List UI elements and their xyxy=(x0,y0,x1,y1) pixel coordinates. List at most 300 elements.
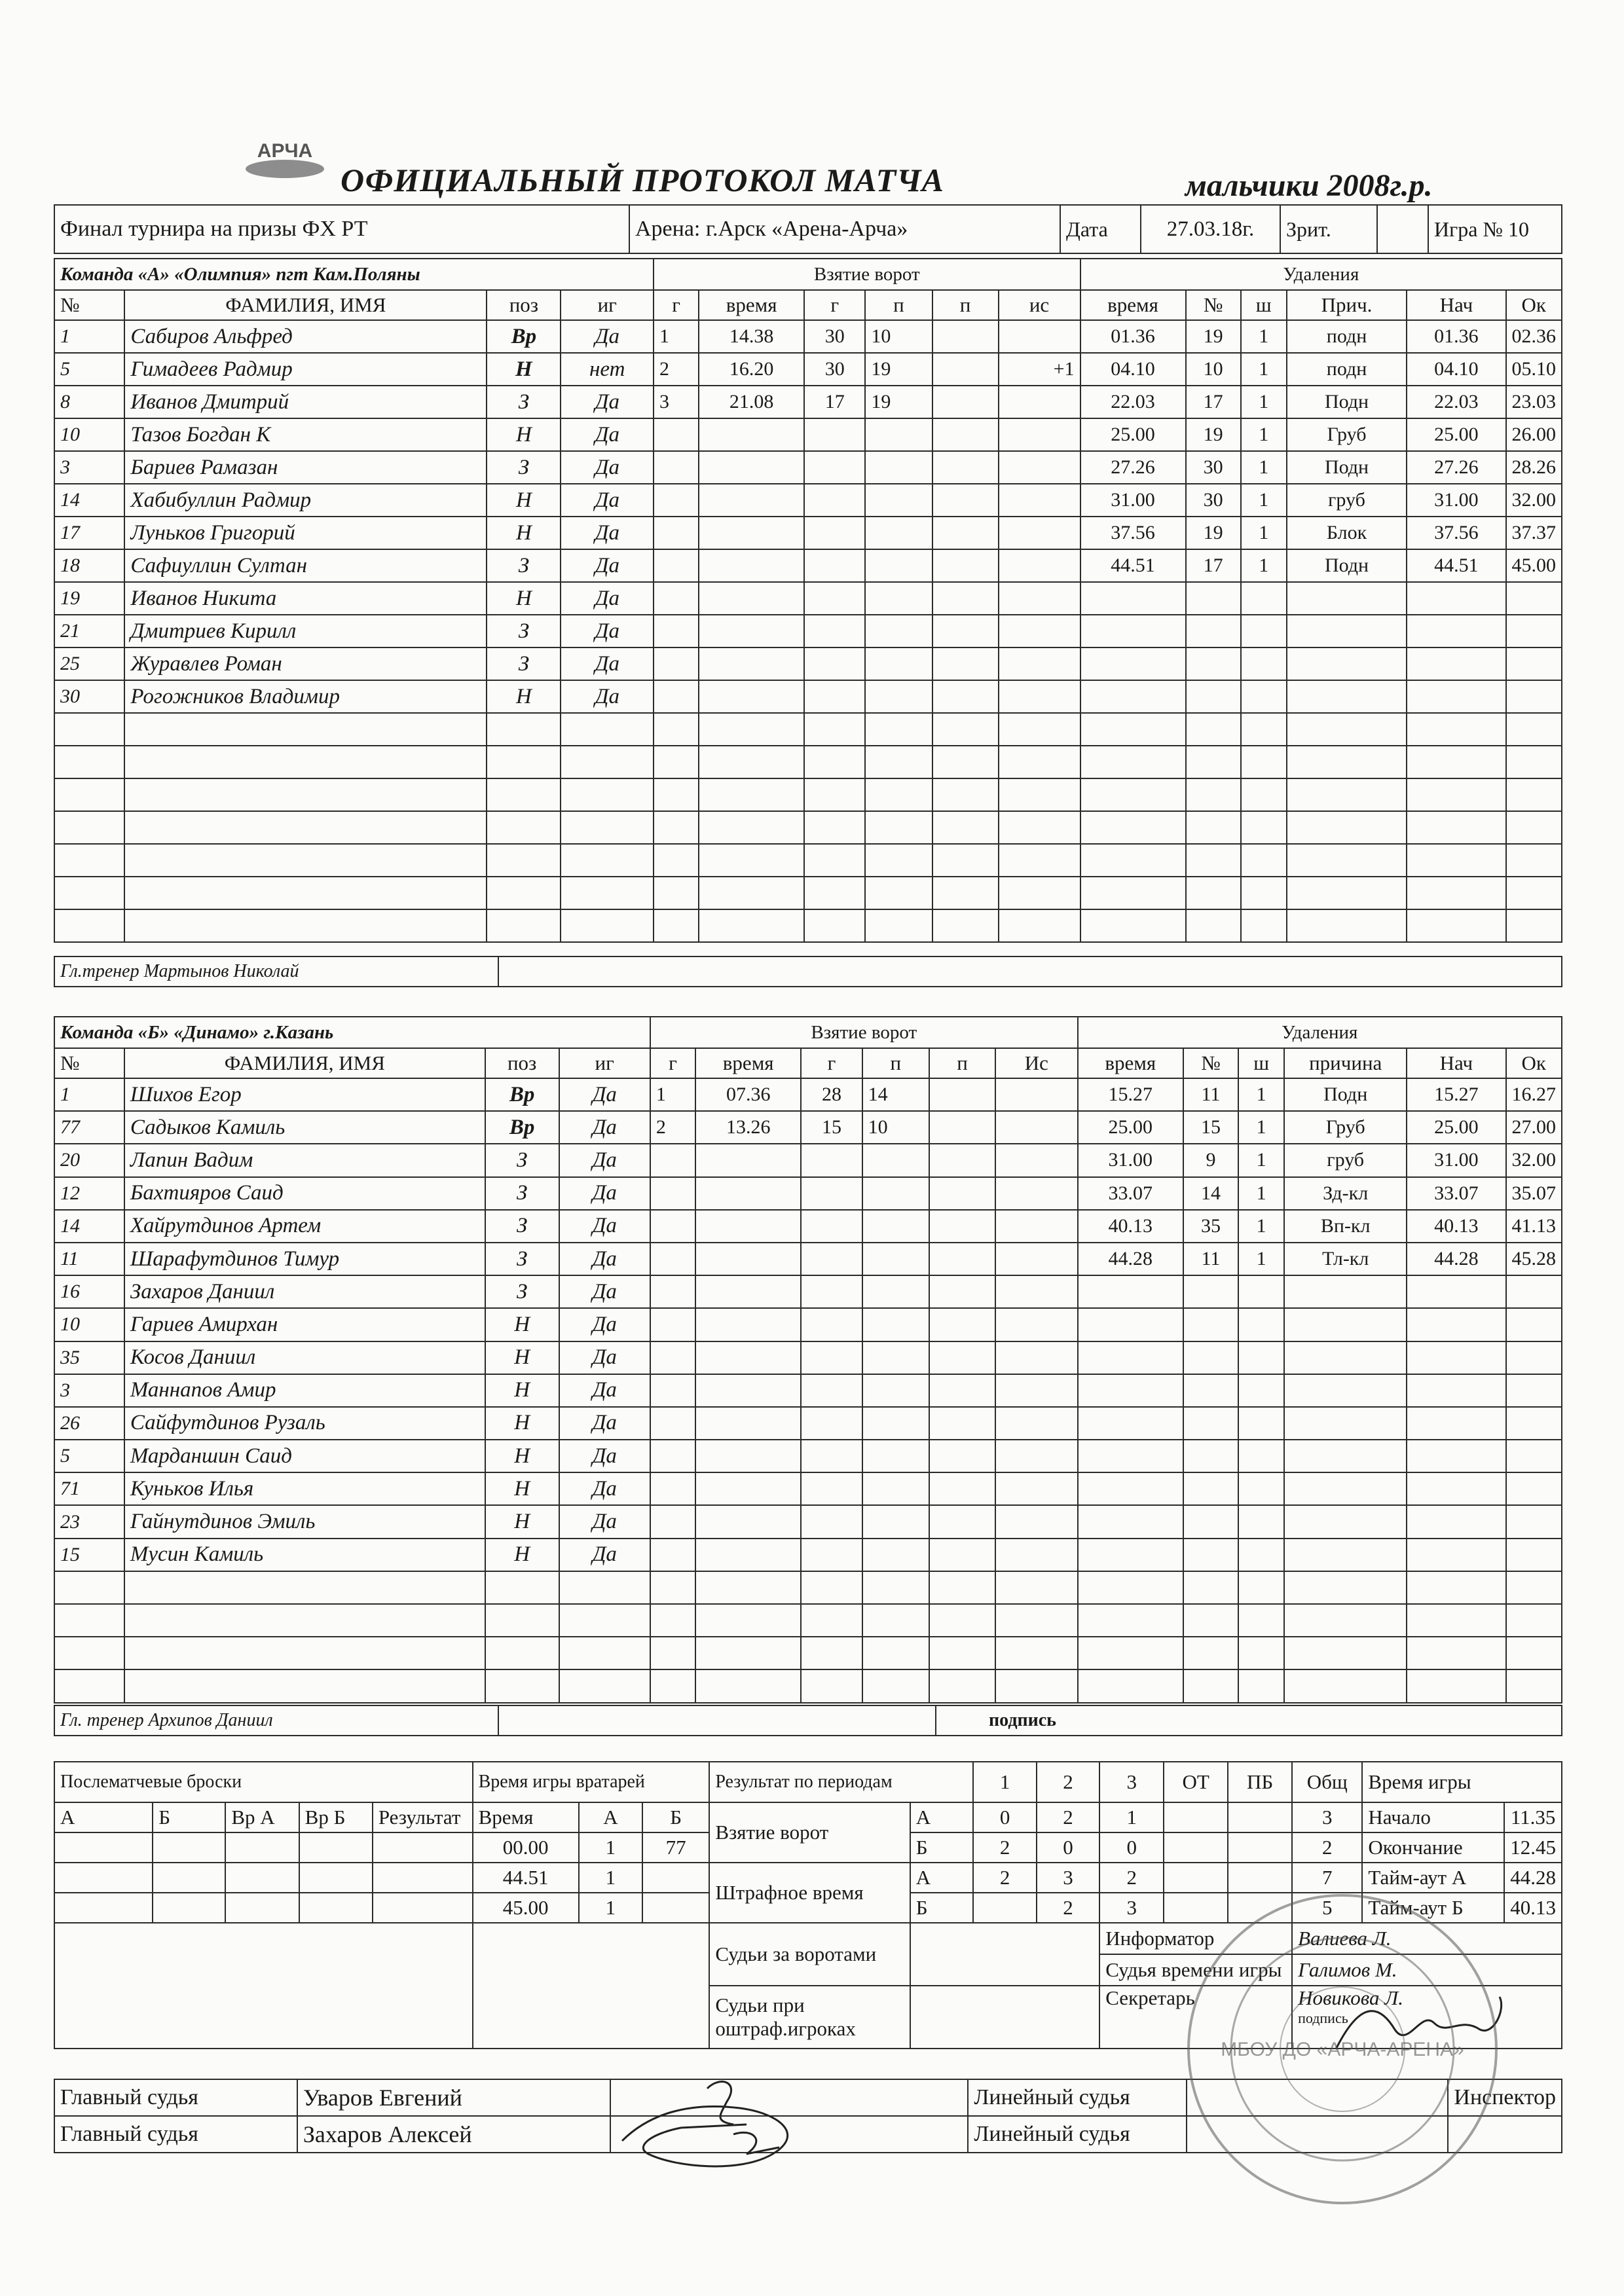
goal-scorer: 30 xyxy=(804,353,865,386)
penalty-minutes: 1 xyxy=(1241,451,1287,484)
goal-assist-2 xyxy=(932,451,999,484)
penalty-end xyxy=(1506,1669,1562,1702)
col-played: иг xyxy=(559,1048,650,1078)
player-played xyxy=(561,909,654,942)
player-row xyxy=(54,1407,1562,1440)
goal-situation xyxy=(995,1407,1078,1440)
goal-situation xyxy=(999,418,1080,451)
player-row xyxy=(54,517,1562,549)
player-played: Да xyxy=(559,1374,650,1407)
penalty-minutes xyxy=(1238,1407,1284,1440)
player-name: Тазов Богдан К xyxy=(124,418,487,451)
goal-index xyxy=(650,1308,695,1341)
penalty-time xyxy=(1080,877,1186,909)
penalty-player xyxy=(1183,1275,1238,1308)
goal-scorer xyxy=(801,1604,862,1637)
penalty-time: 15.27 xyxy=(1078,1078,1183,1111)
goal-scorer xyxy=(804,517,865,549)
goals-a-pb xyxy=(1228,1802,1292,1832)
penalty-reason: Подн xyxy=(1287,451,1407,484)
player-played xyxy=(561,844,654,877)
penalty-minutes: 1 xyxy=(1241,386,1287,418)
penalty-reason: Подн xyxy=(1284,1078,1407,1111)
penalty-start xyxy=(1407,1275,1505,1308)
player-name xyxy=(124,713,487,746)
goal-assist-1: 10 xyxy=(862,1111,929,1144)
pen-b-team: Б xyxy=(910,1893,974,1923)
penalty-start: 37.56 xyxy=(1407,517,1505,549)
player-position xyxy=(487,844,561,877)
player-row xyxy=(54,353,1562,386)
penalty-end xyxy=(1506,778,1562,811)
goals-b-ot xyxy=(1164,1832,1228,1863)
goal-situation xyxy=(999,713,1080,746)
player-name xyxy=(124,1669,485,1702)
referee-signature xyxy=(609,2062,858,2187)
player-position: З xyxy=(487,549,561,582)
penalty-time xyxy=(1080,844,1186,877)
col-scorer: г xyxy=(804,290,865,320)
player-row xyxy=(54,1308,1562,1341)
start-value: 11.35 xyxy=(1504,1802,1562,1832)
col-time: время xyxy=(695,1048,801,1078)
col-situation: Ис xyxy=(995,1048,1078,1078)
penalty-player xyxy=(1186,811,1241,844)
penalty-reason xyxy=(1287,811,1407,844)
penalty-start: 44.28 xyxy=(1407,1243,1505,1275)
goal-assist-2 xyxy=(929,1505,995,1538)
goal-assist-2 xyxy=(932,778,999,811)
penalty-end: 37.37 xyxy=(1506,517,1562,549)
goal-assist-1 xyxy=(865,680,932,713)
penalty-start: 22.03 xyxy=(1407,386,1505,418)
penalty-reason xyxy=(1287,909,1407,942)
shootout-col-b: Б xyxy=(153,1802,225,1832)
goal-scorer xyxy=(804,844,865,877)
goal-index xyxy=(654,844,699,877)
shootout-col-gk-a: Вр А xyxy=(225,1802,299,1832)
player-played: Да xyxy=(561,418,654,451)
gk-row-time: 44.51 xyxy=(473,1863,579,1893)
team-b-signature-label: подпись xyxy=(936,1705,1562,1736)
main-referee-2-name: Захаров Алексей xyxy=(297,2116,610,2153)
player-number: 17 xyxy=(54,517,124,549)
goal-time xyxy=(695,1604,801,1637)
col-num: № xyxy=(54,1048,124,1078)
penalty-reason xyxy=(1287,615,1407,647)
penalty-start: 27.26 xyxy=(1407,451,1505,484)
penalty-start xyxy=(1407,1407,1505,1440)
goal-time xyxy=(699,484,804,517)
col-pen-num: № xyxy=(1186,290,1241,320)
goal-assist-1 xyxy=(862,1505,929,1538)
player-row xyxy=(54,1177,1562,1210)
penalty-time: 25.00 xyxy=(1078,1111,1183,1144)
timeout-b-label: Тайм-аут Б xyxy=(1362,1893,1504,1923)
player-name xyxy=(124,1571,485,1604)
team-a-coach: Гл.тренер Мартынов Николай xyxy=(54,957,498,987)
goal-time xyxy=(699,909,804,942)
goals-b-total: 2 xyxy=(1292,1832,1362,1863)
player-number: 15 xyxy=(54,1539,124,1571)
player-position: Н xyxy=(487,484,561,517)
pen-a-p1: 2 xyxy=(973,1863,1036,1893)
goal-situation xyxy=(999,615,1080,647)
team-b-coach-blank xyxy=(498,1705,936,1736)
gk-row-b: 77 xyxy=(642,1832,709,1863)
player-position xyxy=(485,1669,559,1702)
goal-assist-1 xyxy=(865,582,932,615)
player-number: 3 xyxy=(54,1374,124,1407)
player-name: Иванов Дмитрий xyxy=(124,386,487,418)
penalty-minutes: 1 xyxy=(1238,1144,1284,1176)
timeout-a-label: Тайм-аут А xyxy=(1362,1863,1504,1893)
goal-scorer xyxy=(804,615,865,647)
player-name: Шихов Егор xyxy=(124,1078,485,1111)
player-position: Н xyxy=(487,517,561,549)
penalty-minutes xyxy=(1241,877,1287,909)
goal-assist-1 xyxy=(865,517,932,549)
penalty-end xyxy=(1506,1440,1562,1472)
penalty-start: 33.07 xyxy=(1407,1177,1505,1210)
penalty-start xyxy=(1407,1637,1505,1669)
goal-scorer: 30 xyxy=(804,320,865,353)
penalty-start xyxy=(1407,746,1505,778)
player-row xyxy=(54,1374,1562,1407)
player-name: Хайрутдинов Артем xyxy=(124,1210,485,1243)
col-pen-start: Нач xyxy=(1407,1048,1505,1078)
team-b-penalties-header: Удаления xyxy=(1078,1017,1562,1048)
goals-b-p1: 2 xyxy=(973,1832,1036,1863)
player-number xyxy=(54,909,124,942)
penalty-time xyxy=(1080,713,1186,746)
period-result-label: Результат по периодам xyxy=(709,1762,973,1802)
penalty-minutes xyxy=(1238,1308,1284,1341)
total-label: Общ xyxy=(1292,1762,1362,1802)
goal-index xyxy=(654,418,699,451)
goal-index xyxy=(654,746,699,778)
player-number: 3 xyxy=(54,451,124,484)
goal-time: 14.38 xyxy=(699,320,804,353)
goal-scorer xyxy=(804,680,865,713)
penalty-reason xyxy=(1284,1604,1407,1637)
col-pen-end: Ок xyxy=(1506,290,1562,320)
penalty-end: 23.03 xyxy=(1506,386,1562,418)
goal-scorer xyxy=(804,909,865,942)
player-number xyxy=(54,844,124,877)
game-time-label: Время игры xyxy=(1362,1762,1562,1802)
player-number: 8 xyxy=(54,386,124,418)
player-position: Н xyxy=(485,1505,559,1538)
penalty-player: 19 xyxy=(1186,320,1241,353)
player-position xyxy=(487,746,561,778)
penalty-time: 44.28 xyxy=(1078,1243,1183,1275)
goal-scorer xyxy=(801,1505,862,1538)
player-position: Н xyxy=(485,1308,559,1341)
player-number: 10 xyxy=(54,418,124,451)
penalty-time: 04.10 xyxy=(1080,353,1186,386)
goal-assist-1 xyxy=(862,1243,929,1275)
game-number: Игра № 10 xyxy=(1428,205,1562,253)
player-position: Н xyxy=(485,1440,559,1472)
penalty-time: 25.00 xyxy=(1080,418,1186,451)
penalty-start xyxy=(1407,1539,1505,1571)
team-b-coach: Гл. тренер Архипов Даниил xyxy=(54,1705,498,1736)
secretary-value: Новикова Л. xyxy=(1298,1986,1403,2009)
penalty-minutes xyxy=(1238,1669,1284,1702)
goal-assist-2 xyxy=(929,1374,995,1407)
goal-situation: +1 xyxy=(999,353,1080,386)
penalty-end xyxy=(1506,680,1562,713)
goal-assist-2 xyxy=(929,1669,995,1702)
start-label: Начало xyxy=(1362,1802,1504,1832)
goal-time xyxy=(695,1637,801,1669)
goal-assist-2 xyxy=(929,1472,995,1505)
penalty-minutes xyxy=(1241,680,1287,713)
penalty-player xyxy=(1183,1472,1238,1505)
penalty-player xyxy=(1186,713,1241,746)
goal-situation xyxy=(999,451,1080,484)
player-name: Шарафутдинов Тимур xyxy=(124,1243,485,1275)
penalty-end: 32.00 xyxy=(1506,1144,1562,1176)
goal-assist-2 xyxy=(932,484,999,517)
goals-b-p3: 0 xyxy=(1099,1832,1164,1863)
player-number xyxy=(54,713,124,746)
player-row xyxy=(54,713,1562,746)
goal-situation xyxy=(995,1144,1078,1176)
goal-time xyxy=(695,1539,801,1571)
goal-assist-1 xyxy=(865,484,932,517)
goals-b-p2: 0 xyxy=(1037,1832,1099,1863)
penalty-player: 35 xyxy=(1183,1210,1238,1243)
goal-time xyxy=(699,844,804,877)
penalty-minutes xyxy=(1241,811,1287,844)
penalty-time xyxy=(1078,1374,1183,1407)
goal-assist-2 xyxy=(932,647,999,680)
goal-scorer xyxy=(801,1341,862,1374)
team-b-coach-row xyxy=(54,1705,1562,1736)
player-played: Да xyxy=(561,386,654,418)
goals-row-label: Взятие ворот xyxy=(709,1802,910,1863)
goal-assist-1: 10 xyxy=(865,320,932,353)
gk-row-time: 45.00 xyxy=(473,1893,579,1923)
penalty-minutes xyxy=(1238,1341,1284,1374)
penalty-start: 25.00 xyxy=(1407,1111,1505,1144)
goal-assist-2 xyxy=(929,1078,995,1111)
goal-situation xyxy=(999,582,1080,615)
penalty-reason xyxy=(1284,1505,1407,1538)
goal-assist-2 xyxy=(932,386,999,418)
end-label: Окончание xyxy=(1362,1832,1504,1863)
penalty-time xyxy=(1078,1407,1183,1440)
penalty-reason: груб xyxy=(1284,1144,1407,1176)
goal-assist-2 xyxy=(932,909,999,942)
player-row xyxy=(54,811,1562,844)
penalty-minutes: 1 xyxy=(1238,1210,1284,1243)
period-2-label: 2 xyxy=(1037,1762,1099,1802)
age-category: мальчики 2008г.р. xyxy=(1185,168,1433,203)
goal-scorer xyxy=(801,1669,862,1702)
penalty-start xyxy=(1407,647,1505,680)
goal-time xyxy=(699,778,804,811)
gk-col-a: А xyxy=(579,1802,642,1832)
player-row xyxy=(54,1341,1562,1374)
goal-index xyxy=(650,1669,695,1702)
goal-assist-1 xyxy=(862,1210,929,1243)
penalty-minutes: 1 xyxy=(1238,1243,1284,1275)
penalty-start xyxy=(1407,1472,1505,1505)
goal-situation xyxy=(995,1308,1078,1341)
arena-logo xyxy=(242,137,327,183)
penalty-end: 45.28 xyxy=(1506,1243,1562,1275)
goal-time xyxy=(699,615,804,647)
player-name: Хабибуллин Радмир xyxy=(124,484,487,517)
timeout-a-value: 44.28 xyxy=(1504,1863,1562,1893)
goal-situation xyxy=(999,909,1080,942)
goal-assist-2 xyxy=(932,811,999,844)
col-scorer: г xyxy=(801,1048,862,1078)
spectators-label: Зрит. xyxy=(1280,205,1377,253)
goal-situation xyxy=(999,877,1080,909)
penalty-minutes xyxy=(1238,1275,1284,1308)
goal-assist-1 xyxy=(862,1637,929,1669)
player-row xyxy=(54,844,1562,877)
col-assist2: п xyxy=(932,290,999,320)
player-position: Н xyxy=(485,1539,559,1571)
penalty-reason: Вп-кл xyxy=(1284,1210,1407,1243)
team-b-goals-header: Взятие ворот xyxy=(650,1017,1078,1048)
pen-a-team: А xyxy=(910,1863,974,1893)
penalty-reason: Груб xyxy=(1284,1111,1407,1144)
player-row xyxy=(54,451,1562,484)
goal-assist-1 xyxy=(865,746,932,778)
player-played: Да xyxy=(559,1440,650,1472)
penalty-player xyxy=(1183,1374,1238,1407)
penalty-time: 22.03 xyxy=(1080,386,1186,418)
penalty-end xyxy=(1506,844,1562,877)
goal-assist-2 xyxy=(929,1308,995,1341)
penalty-start xyxy=(1407,909,1505,942)
goal-scorer xyxy=(801,1472,862,1505)
goal-assist-2 xyxy=(932,418,999,451)
goal-index xyxy=(650,1275,695,1308)
team-a-penalties-header: Удаления xyxy=(1080,259,1562,290)
goal-assist-1 xyxy=(862,1407,929,1440)
player-played xyxy=(561,877,654,909)
goal-index xyxy=(650,1637,695,1669)
penalty-start xyxy=(1407,811,1505,844)
goal-scorer xyxy=(801,1539,862,1571)
penalty-end: 27.00 xyxy=(1506,1111,1562,1144)
goal-assist-1 xyxy=(862,1341,929,1374)
penalty-start xyxy=(1407,615,1505,647)
goal-assist-2 xyxy=(932,746,999,778)
goal-time xyxy=(699,680,804,713)
goal-assist-1 xyxy=(862,1374,929,1407)
inspector-label: Инспектор xyxy=(1448,2079,1562,2116)
player-position: З xyxy=(485,1210,559,1243)
penalty-reason: подн xyxy=(1287,353,1407,386)
player-number: 12 xyxy=(54,1177,124,1210)
goal-index xyxy=(654,484,699,517)
penalty-player: 15 xyxy=(1183,1111,1238,1144)
goal-time xyxy=(695,1275,801,1308)
player-name: Захаров Даниил xyxy=(124,1275,485,1308)
penalty-player: 19 xyxy=(1186,418,1241,451)
team-a-table xyxy=(54,258,1562,943)
penalty-minutes xyxy=(1238,1472,1284,1505)
team-a-column-headers xyxy=(54,290,1562,320)
goal-index xyxy=(650,1440,695,1472)
player-position: З xyxy=(487,647,561,680)
penalty-reason xyxy=(1284,1275,1407,1308)
penalty-start: 31.00 xyxy=(1407,484,1505,517)
goal-situation xyxy=(995,1177,1078,1210)
player-position: З xyxy=(485,1243,559,1275)
goal-index: 2 xyxy=(654,353,699,386)
goal-situation xyxy=(995,1669,1078,1702)
goal-assist-1 xyxy=(865,713,932,746)
player-played: Да xyxy=(561,582,654,615)
goal-assist-1 xyxy=(862,1669,929,1702)
col-pen-reason: Прич. xyxy=(1287,290,1407,320)
goal-assist-2 xyxy=(929,1571,995,1604)
penalty-time: 01.36 xyxy=(1080,320,1186,353)
goal-situation xyxy=(999,844,1080,877)
gk-row-a: 1 xyxy=(579,1893,642,1923)
col-goal: г xyxy=(654,290,699,320)
player-number: 35 xyxy=(54,1341,124,1374)
player-played: Да xyxy=(559,1078,650,1111)
player-number: 5 xyxy=(54,353,124,386)
penalty-end xyxy=(1506,615,1562,647)
penalty-end xyxy=(1506,582,1562,615)
goal-assist-2 xyxy=(929,1604,995,1637)
goal-scorer xyxy=(801,1144,862,1176)
goal-index xyxy=(650,1210,695,1243)
goal-assist-2 xyxy=(929,1637,995,1669)
goal-time xyxy=(695,1374,801,1407)
goal-situation xyxy=(999,517,1080,549)
penalty-end: 02.36 xyxy=(1506,320,1562,353)
goal-index xyxy=(650,1505,695,1538)
player-number xyxy=(54,778,124,811)
player-name: Рогожников Владимир xyxy=(124,680,487,713)
player-row xyxy=(54,615,1562,647)
svg-text:АРЧА: АРЧА xyxy=(257,140,313,162)
player-row xyxy=(54,1571,1562,1604)
goal-situation xyxy=(995,1505,1078,1538)
penalty-end: 28.26 xyxy=(1506,451,1562,484)
player-played: Да xyxy=(561,484,654,517)
goal-index xyxy=(654,582,699,615)
goal-assist-1 xyxy=(865,451,932,484)
goal-assist-1 xyxy=(862,1539,929,1571)
player-row xyxy=(54,1440,1562,1472)
player-row xyxy=(54,877,1562,909)
goal-scorer xyxy=(804,877,865,909)
player-position: З xyxy=(487,615,561,647)
goal-time: 13.26 xyxy=(695,1111,801,1144)
player-position: Н xyxy=(485,1341,559,1374)
goal-time xyxy=(695,1472,801,1505)
page-title: ОФИЦИАЛЬНЫЙ ПРОТОКОЛ МАТЧА xyxy=(341,162,944,198)
penalty-reason xyxy=(1284,1440,1407,1472)
penalty-player: 30 xyxy=(1186,451,1241,484)
player-name xyxy=(124,778,487,811)
penalty-time xyxy=(1080,680,1186,713)
penalty-player: 17 xyxy=(1186,549,1241,582)
